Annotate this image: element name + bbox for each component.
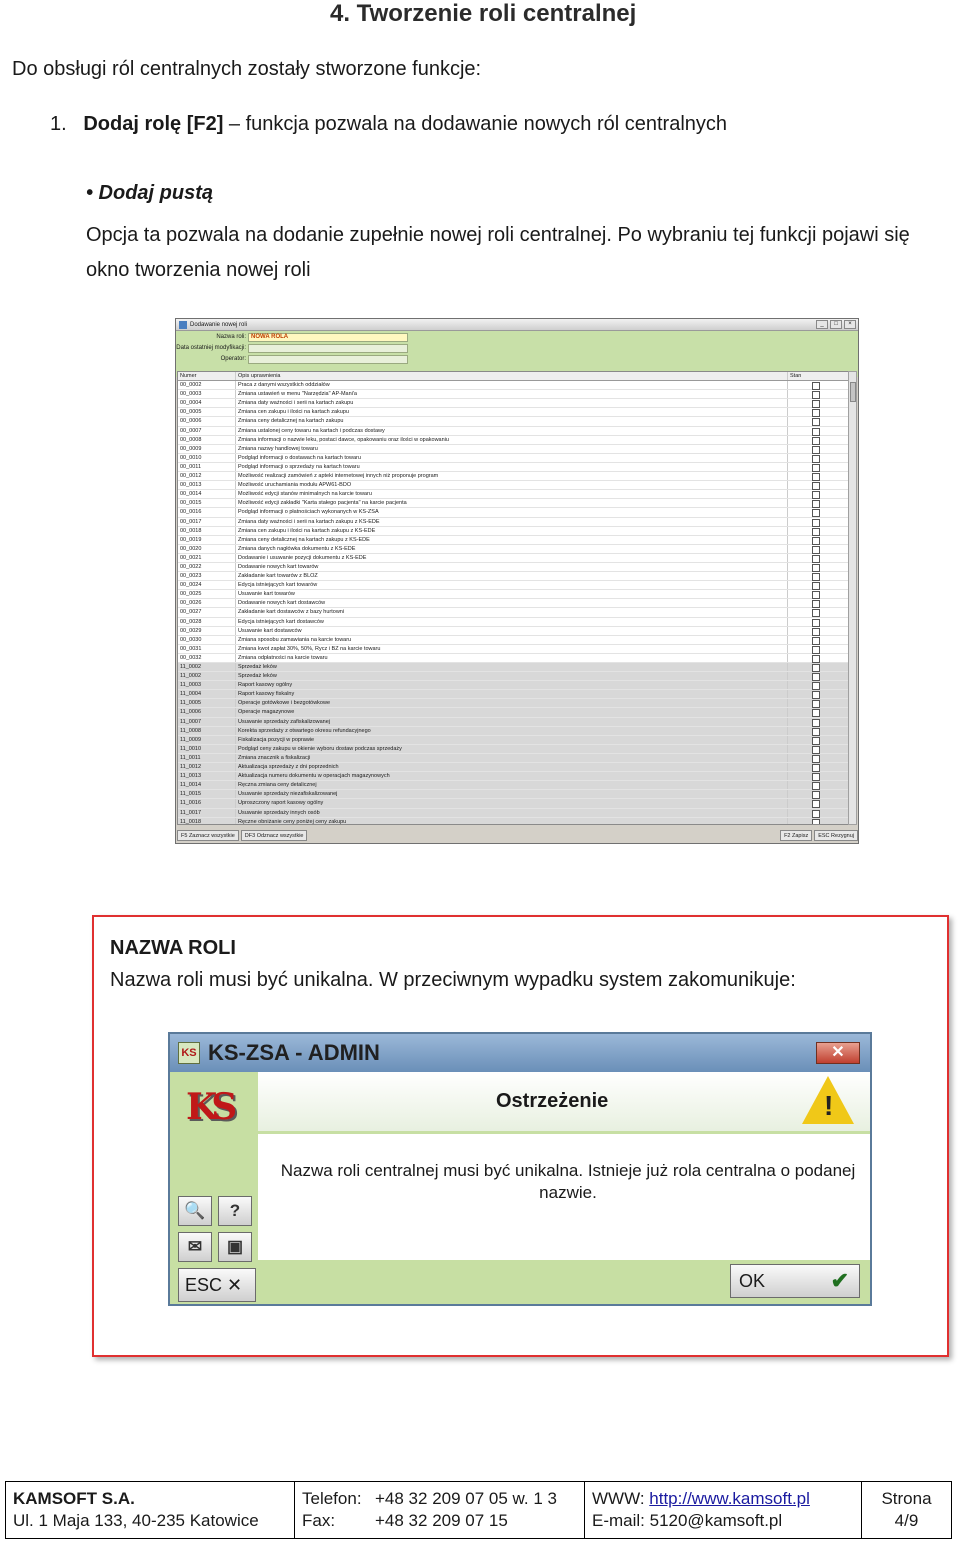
dialog-header-title: Ostrzeżenie — [496, 1090, 609, 1112]
row-description: Dodawanie nowych kart towarów — [236, 563, 788, 571]
select-all-button[interactable]: F5 Zaznacz wszystkie — [177, 830, 239, 841]
row-number: 11_0010 — [178, 745, 236, 753]
company-address: Ul. 1 Maja 133, 40-235 Katowice — [13, 1511, 259, 1530]
row-number: 11_0013 — [178, 772, 236, 780]
operator-label: Operator: — [220, 356, 246, 362]
screenshot-button[interactable]: ▣ — [218, 1232, 252, 1262]
row-checkbox[interactable] — [788, 699, 848, 707]
row-description: Zmiana ustalonej ceny towaru na kartach i podczas dostawy — [236, 427, 788, 435]
row-number: 11_0007 — [178, 718, 236, 726]
cancel-button[interactable]: ESC Rezygnuj — [814, 830, 858, 841]
dialog-app-icon: KS — [178, 1042, 200, 1064]
table-row[interactable] — [178, 390, 848, 399]
table-row[interactable] — [178, 508, 848, 517]
row-description: Usuwanie sprzedaży zafiskalizowanej — [236, 718, 788, 726]
row-description: Zmiana informacji o nazwie leku, postaci dawce, opakowaniu oraz ilości w opakowaniu — [236, 436, 788, 444]
www-link[interactable]: http://www.kamsoft.pl — [649, 1489, 810, 1508]
table-row[interactable] — [178, 654, 848, 663]
row-checkbox[interactable] — [788, 681, 848, 689]
table-row[interactable] — [178, 545, 848, 554]
table-header — [178, 372, 848, 381]
row-checkbox[interactable] — [788, 390, 848, 398]
row-description: Sprzedaż leków — [236, 672, 788, 680]
company-name: KAMSOFT S.A. — [13, 1489, 135, 1508]
table-row[interactable] — [178, 690, 848, 699]
email-text: E-mail: 5120@kamsoft.pl — [592, 1511, 783, 1530]
table-row[interactable] — [178, 581, 848, 590]
table-row[interactable] — [178, 708, 848, 717]
row-checkbox[interactable] — [788, 527, 848, 535]
row-checkbox[interactable] — [788, 799, 848, 807]
esc-button[interactable]: ESC ✕ — [178, 1268, 256, 1302]
close-button[interactable]: × — [844, 320, 856, 329]
row-description: Możliwość uruchamiania modułu APW61-BDO — [236, 481, 788, 489]
dialog-title: KS-ZSA - ADMIN — [208, 1040, 380, 1065]
row-number: 00_0012 — [178, 472, 236, 480]
row-description: Zmiana znacznik a fiskalizacji — [236, 754, 788, 762]
row-number: 00_0021 — [178, 554, 236, 562]
maximize-button[interactable]: □ — [830, 320, 842, 329]
row-description: Uproszczony raport kasowy ogólny — [236, 799, 788, 807]
table-row[interactable] — [178, 399, 848, 408]
row-number: 00_0015 — [178, 499, 236, 507]
intro-text: Do obsługi ról centralnych zostały stworzone funkcje: — [12, 58, 482, 80]
row-description: Możliwość realizacji zamówień z apteki internetowej innych niż proponuje program — [236, 472, 788, 480]
row-description: Ręczne obniżanie ceny poniżej ceny zakupu — [236, 818, 788, 825]
section-heading: 4. Tworzenie roli centralnej — [330, 0, 637, 27]
window-titlebar — [176, 319, 858, 331]
row-description: Operacje gotówkowe i bezgotówkowe — [236, 699, 788, 707]
minimize-button[interactable]: _ — [816, 320, 828, 329]
table-row[interactable] — [178, 454, 848, 463]
row-description: Edycja istniejących kart towarów — [236, 581, 788, 589]
row-description: Operacje magazynowe — [236, 708, 788, 716]
row-description: Ręczna zmiana ceny detalicznej — [236, 781, 788, 789]
row-description: Aktualizacja numeru dokumentu w operacjach magazynowych — [236, 772, 788, 780]
table-scrollbar[interactable] — [848, 371, 857, 825]
table-row[interactable] — [178, 745, 848, 754]
row-checkbox[interactable] — [788, 508, 848, 516]
table-row[interactable] — [178, 645, 848, 654]
row-checkbox[interactable] — [788, 754, 848, 762]
window-title: Dodawanie nowej roli — [190, 321, 248, 328]
row-checkbox[interactable] — [788, 636, 848, 644]
row-checkbox[interactable] — [788, 581, 848, 589]
row-description: Aktualizacja sprzedaży z dni poprzednich — [236, 763, 788, 771]
table-row[interactable] — [178, 381, 848, 390]
row-number: 00_0007 — [178, 427, 236, 435]
list-item-1 — [50, 113, 727, 136]
row-checkbox[interactable] — [788, 790, 848, 798]
row-description: Zmiana danych nagłówka dokumentu z KS-EDE — [236, 545, 788, 553]
row-description: Zmiana odpłatności na karcie towaru — [236, 654, 788, 662]
row-number: 11_0002 — [178, 672, 236, 680]
table-row[interactable] — [178, 436, 848, 445]
row-checkbox[interactable] — [788, 490, 848, 498]
row-number: 00_0008 — [178, 436, 236, 444]
row-description: Usuwanie kart dostawców — [236, 627, 788, 635]
row-number: 00_0019 — [178, 536, 236, 544]
row-description: Podgląd informacji o dostawach na kartach towaru — [236, 454, 788, 462]
row-number: 00_0022 — [178, 563, 236, 571]
row-checkbox[interactable] — [788, 427, 848, 435]
table-row[interactable] — [178, 781, 848, 790]
dialog-close-button[interactable]: ✕ — [816, 1042, 860, 1064]
row-number: 11_0003 — [178, 681, 236, 689]
table-row[interactable] — [178, 472, 848, 481]
row-checkbox[interactable] — [788, 499, 848, 507]
row-number: 00_0030 — [178, 636, 236, 644]
table-row[interactable] — [178, 527, 848, 536]
save-button[interactable]: F2 Zapisz — [780, 830, 812, 841]
row-checkbox[interactable] — [788, 690, 848, 698]
tel-value: +48 32 209 07 05 w. 1 3 — [375, 1489, 557, 1508]
row-number: 00_0023 — [178, 572, 236, 580]
table-row[interactable] — [178, 499, 848, 508]
row-description: Dodawanie i usuwanie pozycji dokumentu z KS-EDE — [236, 554, 788, 562]
row-checkbox[interactable] — [788, 545, 848, 553]
item-number: 1. — [50, 113, 67, 135]
row-number: 11_0012 — [178, 763, 236, 771]
row-description: Usuwanie sprzedaży innych osób — [236, 809, 788, 817]
row-checkbox[interactable] — [788, 809, 848, 817]
row-checkbox[interactable] — [788, 536, 848, 544]
table-row[interactable] — [178, 563, 848, 572]
date-field — [248, 344, 408, 353]
row-number: 00_0009 — [178, 445, 236, 453]
row-number: 00_0031 — [178, 645, 236, 653]
row-number: 00_0016 — [178, 508, 236, 516]
row-description: Możliwość edycji stanów minimalnych na karcie towaru — [236, 490, 788, 498]
row-checkbox[interactable] — [788, 672, 848, 680]
row-description: Zmiana ceny detalicznej na kartach zakupu — [236, 417, 788, 425]
row-number: 00_0011 — [178, 463, 236, 471]
row-checkbox[interactable] — [788, 454, 848, 462]
row-checkbox[interactable] — [788, 563, 848, 571]
row-checkbox[interactable] — [788, 572, 848, 580]
item-rest: – funkcja pozwala na dodawanie nowych ról centralnych — [223, 113, 728, 135]
row-number: 11_0018 — [178, 818, 236, 825]
www-label: WWW: — [592, 1489, 650, 1508]
table-row[interactable] — [178, 763, 848, 772]
table-row[interactable] — [178, 599, 848, 608]
footer-contact — [295, 1482, 585, 1538]
row-description: Raport kasowy fiskalny — [236, 690, 788, 698]
row-description: Usuwanie sprzedaży niezafiskalizowanej — [236, 790, 788, 798]
row-description: Sprzedaż leków — [236, 663, 788, 671]
table-row[interactable] — [178, 790, 848, 799]
dialog-titlebar — [170, 1034, 870, 1072]
role-name-field[interactable]: NOWA ROLA — [248, 333, 408, 342]
page-footer — [5, 1481, 952, 1539]
row-checkbox[interactable] — [788, 599, 848, 607]
row-checkbox[interactable] — [788, 781, 848, 789]
table-row[interactable] — [178, 608, 848, 617]
bullet-dodaj-pusta: • Dodaj pustą — [86, 182, 214, 204]
table-row[interactable] — [178, 554, 848, 563]
row-number: 11_0016 — [178, 799, 236, 807]
row-description: Zmiana nazwy handlowej towaru — [236, 445, 788, 453]
row-description: Zmiana cen zakupu i ilości na kartach zakupu — [236, 408, 788, 416]
row-description: Zakładanie kart towarów z BLOZ — [236, 572, 788, 580]
row-number: 11_0017 — [178, 809, 236, 817]
fax-value: +48 32 209 07 15 — [375, 1511, 508, 1530]
search-button[interactable]: 🔍 — [178, 1196, 212, 1226]
row-description: Zmiana cen zakupu i ilości na kartach zakupu z KS-EDE — [236, 527, 788, 535]
row-number: 00_0020 — [178, 545, 236, 553]
warning-glyph: ! — [824, 1090, 834, 1121]
footer-web — [585, 1482, 862, 1538]
row-description: Fiskalizacja pozycji w poprawie — [236, 736, 788, 744]
row-number: 00_0002 — [178, 381, 236, 389]
row-description: Podgląd informacji o sprzedaży na kartach towaru — [236, 463, 788, 471]
row-description: Usuwanie kart towarów — [236, 590, 788, 598]
row-checkbox[interactable] — [788, 381, 848, 389]
row-description: Praca z danymi wszystkich oddziałów — [236, 381, 788, 389]
ok-label: OK — [739, 1271, 766, 1291]
info-box-text: Nazwa roli musi być unikalna. W przeciwnym wypadku system zakomunikuje: — [110, 969, 796, 991]
row-checkbox[interactable] — [788, 663, 848, 671]
row-number: 00_0025 — [178, 590, 236, 598]
table-row[interactable] — [178, 463, 848, 472]
col-header-stan[interactable]: Stan — [790, 373, 802, 379]
row-number: 00_0004 — [178, 399, 236, 407]
table-row[interactable] — [178, 572, 848, 581]
new-role-window-screenshot — [175, 318, 859, 844]
row-number: 00_0018 — [178, 527, 236, 535]
row-checkbox[interactable] — [788, 436, 848, 444]
warning-dialog-screenshot — [168, 1032, 872, 1306]
warning-icon — [802, 1076, 854, 1124]
item-bold: Dodaj rolę [F2] — [83, 113, 224, 135]
description-paragraph: Opcja ta pozwala na dodanie zupełnie nowej roli centralnej. Po wybraniu tej funkcji pojawi się okno tworzenia nowej roli — [86, 224, 910, 281]
row-checkbox[interactable] — [788, 417, 848, 425]
row-description: Zmiana ustawień w menu "Narzędzia" AP-Mani'a — [236, 390, 788, 398]
table-row[interactable] — [178, 427, 848, 436]
row-description: Korekta sprzedaży z otwartego okresu refundacyjnego — [236, 727, 788, 735]
deselect-all-button[interactable]: DF3 Odznacz wszystkie — [241, 830, 308, 841]
row-number: 11_0008 — [178, 727, 236, 735]
mail-button[interactable]: ✉ — [178, 1232, 212, 1262]
row-number: 11_0004 — [178, 690, 236, 698]
row-number: 00_0017 — [178, 518, 236, 526]
row-description: Zmiana sposobu zamawiania na karcie towaru — [236, 636, 788, 644]
fax-label: Fax: — [302, 1511, 336, 1530]
row-number: 00_0010 — [178, 454, 236, 462]
footer-page — [862, 1482, 951, 1538]
row-number: 11_0011 — [178, 754, 236, 762]
row-number: 00_0032 — [178, 654, 236, 662]
row-checkbox[interactable] — [788, 718, 848, 726]
table-row[interactable] — [178, 590, 848, 599]
table-row[interactable] — [178, 408, 848, 417]
row-number: 00_0013 — [178, 481, 236, 489]
table-row[interactable] — [178, 490, 848, 499]
row-checkbox[interactable] — [788, 590, 848, 598]
row-checkbox[interactable] — [788, 463, 848, 471]
table-row[interactable] — [178, 799, 848, 808]
ok-button[interactable] — [730, 1264, 860, 1298]
row-number: 00_0029 — [178, 627, 236, 635]
window-statusbar — [176, 830, 858, 842]
row-checkbox[interactable] — [788, 618, 848, 626]
scrollbar-thumb[interactable] — [850, 382, 856, 402]
table-row[interactable] — [178, 445, 848, 454]
dialog-footer — [258, 1260, 870, 1304]
table-row[interactable] — [178, 481, 848, 490]
row-description: Edycja istniejących kart dostawców — [236, 618, 788, 626]
ks-logo: KS — [186, 1086, 232, 1128]
row-checkbox[interactable] — [788, 554, 848, 562]
row-description: Możliwość edycji zakładki "Karta stałego pacjenta" na karcie pacjenta — [236, 499, 788, 507]
row-checkbox[interactable] — [788, 627, 848, 635]
row-checkbox[interactable] — [788, 708, 848, 716]
table-row[interactable] — [178, 754, 848, 763]
row-number: 11_0005 — [178, 699, 236, 707]
row-checkbox[interactable] — [788, 772, 848, 780]
row-number: 00_0003 — [178, 390, 236, 398]
window-app-icon — [179, 321, 187, 329]
col-header-numer[interactable]: Numer — [178, 372, 236, 380]
footer-company — [6, 1482, 295, 1538]
row-description: Podgląd informacji o płatnościach wykonanych w KS-ZSA — [236, 508, 788, 516]
table-row[interactable] — [178, 818, 848, 825]
dialog-header — [258, 1072, 870, 1134]
row-description: Zmiana daty ważności i serii na kartach zakupu — [236, 399, 788, 407]
table-row[interactable] — [178, 518, 848, 527]
row-checkbox[interactable] — [788, 408, 848, 416]
row-description: Raport kasowy ogólny — [236, 681, 788, 689]
table-row[interactable] — [178, 772, 848, 781]
row-checkbox[interactable] — [788, 481, 848, 489]
table-row[interactable] — [178, 536, 848, 545]
row-checkbox[interactable] — [788, 518, 848, 526]
row-checkbox[interactable] — [788, 472, 848, 480]
page-number: 4/9 — [894, 1511, 919, 1530]
dialog-message: Nazwa roli centralnej musi być unikalna. Istnieje już rola centralna o podanej nazwie. — [280, 1161, 856, 1202]
row-checkbox[interactable] — [788, 745, 848, 753]
name-label: Nazwa roli: — [216, 334, 246, 340]
table-row[interactable] — [178, 809, 848, 818]
table-row[interactable] — [178, 718, 848, 727]
row-number: 11_0009 — [178, 736, 236, 744]
permissions-table — [177, 371, 849, 825]
row-number: 00_0024 — [178, 581, 236, 589]
table-row[interactable] — [178, 618, 848, 627]
row-checkbox[interactable] — [788, 763, 848, 771]
row-number: 00_0026 — [178, 599, 236, 607]
table-row[interactable] — [178, 627, 848, 636]
table-row[interactable] — [178, 663, 848, 672]
row-number: 11_0002 — [178, 663, 236, 671]
row-description: Zmiana kwot zapłat 30%, 50%, Rycz i BZ na karcie towaru — [236, 645, 788, 653]
row-number: 11_0015 — [178, 790, 236, 798]
table-row[interactable] — [178, 736, 848, 745]
table-row[interactable] — [178, 636, 848, 645]
help-button[interactable]: ? — [218, 1196, 252, 1226]
page-label: Strona — [881, 1489, 932, 1508]
check-icon: ✔ — [830, 1268, 849, 1293]
row-checkbox[interactable] — [788, 608, 848, 616]
row-number: 00_0005 — [178, 408, 236, 416]
table-row[interactable] — [178, 672, 848, 681]
row-checkbox[interactable] — [788, 736, 848, 744]
row-number: 00_0014 — [178, 490, 236, 498]
row-number: 11_0006 — [178, 708, 236, 716]
row-description: Zakładanie kart dostawców z bazy hurtowni — [236, 608, 788, 616]
col-header-opis[interactable]: Opis uprawnienia — [236, 372, 788, 380]
row-number: 00_0028 — [178, 618, 236, 626]
row-description: Zmiana ceny detalicznej na kartach zakupu z KS-EDE — [236, 536, 788, 544]
table-row[interactable] — [178, 699, 848, 708]
table-row[interactable] — [178, 417, 848, 426]
row-description: Zmiana daty ważności i serii na kartach zakupu z KS-EDE — [236, 518, 788, 526]
row-number: 00_0006 — [178, 417, 236, 425]
table-row[interactable] — [178, 727, 848, 736]
row-description: Podgląd ceny zakupu w okienie wyboru dostaw podczas sprzedaży — [236, 745, 788, 753]
row-checkbox[interactable] — [788, 654, 848, 662]
operator-field — [248, 355, 408, 364]
row-number: 00_0027 — [178, 608, 236, 616]
row-checkbox[interactable] — [788, 818, 848, 825]
row-checkbox[interactable] — [788, 399, 848, 407]
info-box-title: NAZWA ROLI — [110, 937, 236, 959]
table-row[interactable] — [178, 681, 848, 690]
row-number: 11_0014 — [178, 781, 236, 789]
row-checkbox[interactable] — [788, 727, 848, 735]
row-checkbox[interactable] — [788, 645, 848, 653]
date-label: Data ostatniej modyfikacji: — [176, 345, 246, 351]
row-description: Dodawanie nowych kart dostawców — [236, 599, 788, 607]
row-checkbox[interactable] — [788, 445, 848, 453]
tel-label: Telefon: — [302, 1489, 362, 1508]
